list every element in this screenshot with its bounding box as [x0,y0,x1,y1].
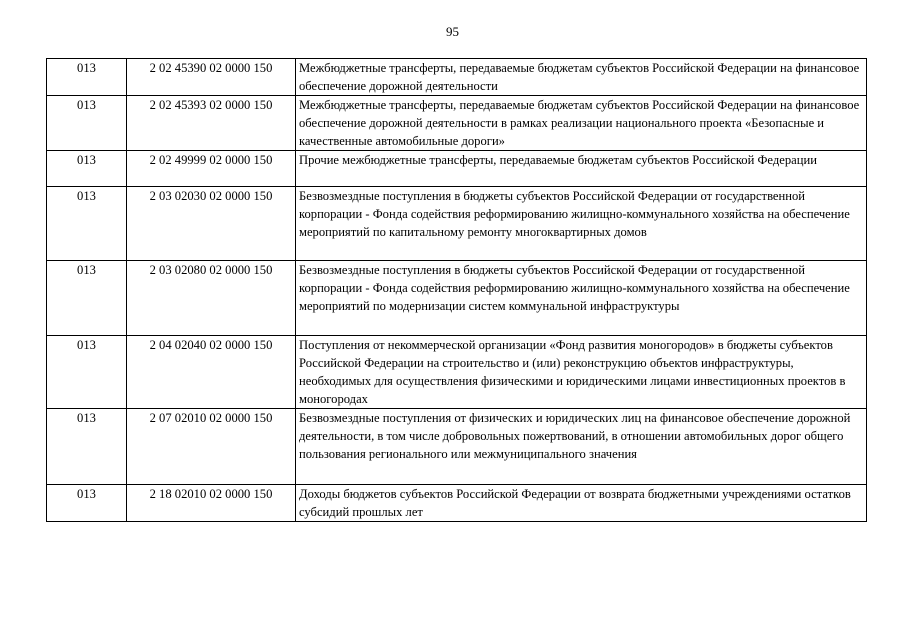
revenue-name-cell: Безвозмездные поступления в бюджеты субъектов Российской Федерации от государственной корпорации - Фонда содействия реформированию жилищно-коммунального хозяйства на обеспечение мероприятий по капитальному ремонту многоквартирных домов [296,187,867,261]
admin-code-cell: 013 [47,151,127,187]
revenue-code-cell: 2 18 02010 02 0000 150 [127,485,296,522]
table-row [47,151,867,187]
table-row [47,485,867,522]
revenue-name-cell: Поступления от некоммерческой организации «Фонд развития моногородов» в бюджеты субъектов Российской Федерации на строительство и (или) реконструкцию объектов инфраструктуры, необходимых для осуществления физическими и юридическими лицами инвестиционных проектов в моногородах [296,336,867,409]
revenue-name-cell: Доходы бюджетов субъектов Российской Федерации от возврата бюджетными учреждениями остатков субсидий прошлых лет [296,485,867,522]
table-row [47,59,867,96]
revenue-code-cell: 2 03 02080 02 0000 150 [127,261,296,336]
revenue-name-cell: Прочие межбюджетные трансферты, передаваемые бюджетам субъектов Российской Федерации [296,151,867,187]
revenue-name-cell: Межбюджетные трансферты, передаваемые бюджетам субъектов Российской Федерации на финансовое обеспечение дорожной деятельности в рамках реализации национального проекта «Безопасные и качественные автомобильные дороги» [296,96,867,151]
admin-code-cell: 013 [47,187,127,261]
table-row [47,261,867,336]
table-row [47,409,867,485]
table-row [47,336,867,409]
revenue-code-cell: 2 04 02040 02 0000 150 [127,336,296,409]
admin-code-cell: 013 [47,485,127,522]
revenue-code-cell: 2 03 02030 02 0000 150 [127,187,296,261]
revenue-name-cell: Межбюджетные трансферты, передаваемые бюджетам субъектов Российской Федерации на финансовое обеспечение дорожной деятельности [296,59,867,96]
revenue-code-cell: 2 07 02010 02 0000 150 [127,409,296,485]
admin-code-cell: 013 [47,336,127,409]
revenue-code-cell: 2 02 45390 02 0000 150 [127,59,296,96]
table-row [47,187,867,261]
admin-code-cell: 013 [47,261,127,336]
page-number: 95 [446,24,459,39]
revenue-name-cell: Безвозмездные поступления от физических и юридических лиц на финансовое обеспечение дорожной деятельности, в том числе добровольных пожертвований, в отношении автомобильных дорог общего пользования регионального или межмуниципального значения [296,409,867,485]
table-row [47,96,867,151]
revenue-code-cell: 2 02 45393 02 0000 150 [127,96,296,151]
revenue-code-cell: 2 02 49999 02 0000 150 [127,151,296,187]
revenue-codes-table [46,58,867,522]
admin-code-cell: 013 [47,96,127,151]
admin-code-cell: 013 [47,59,127,96]
admin-code-cell: 013 [47,409,127,485]
revenue-name-cell: Безвозмездные поступления в бюджеты субъектов Российской Федерации от государственной корпорации - Фонда содействия реформированию жилищно-коммунального хозяйства на обеспечение мероприятий по модернизации систем коммунальной инфраструктуры [296,261,867,336]
